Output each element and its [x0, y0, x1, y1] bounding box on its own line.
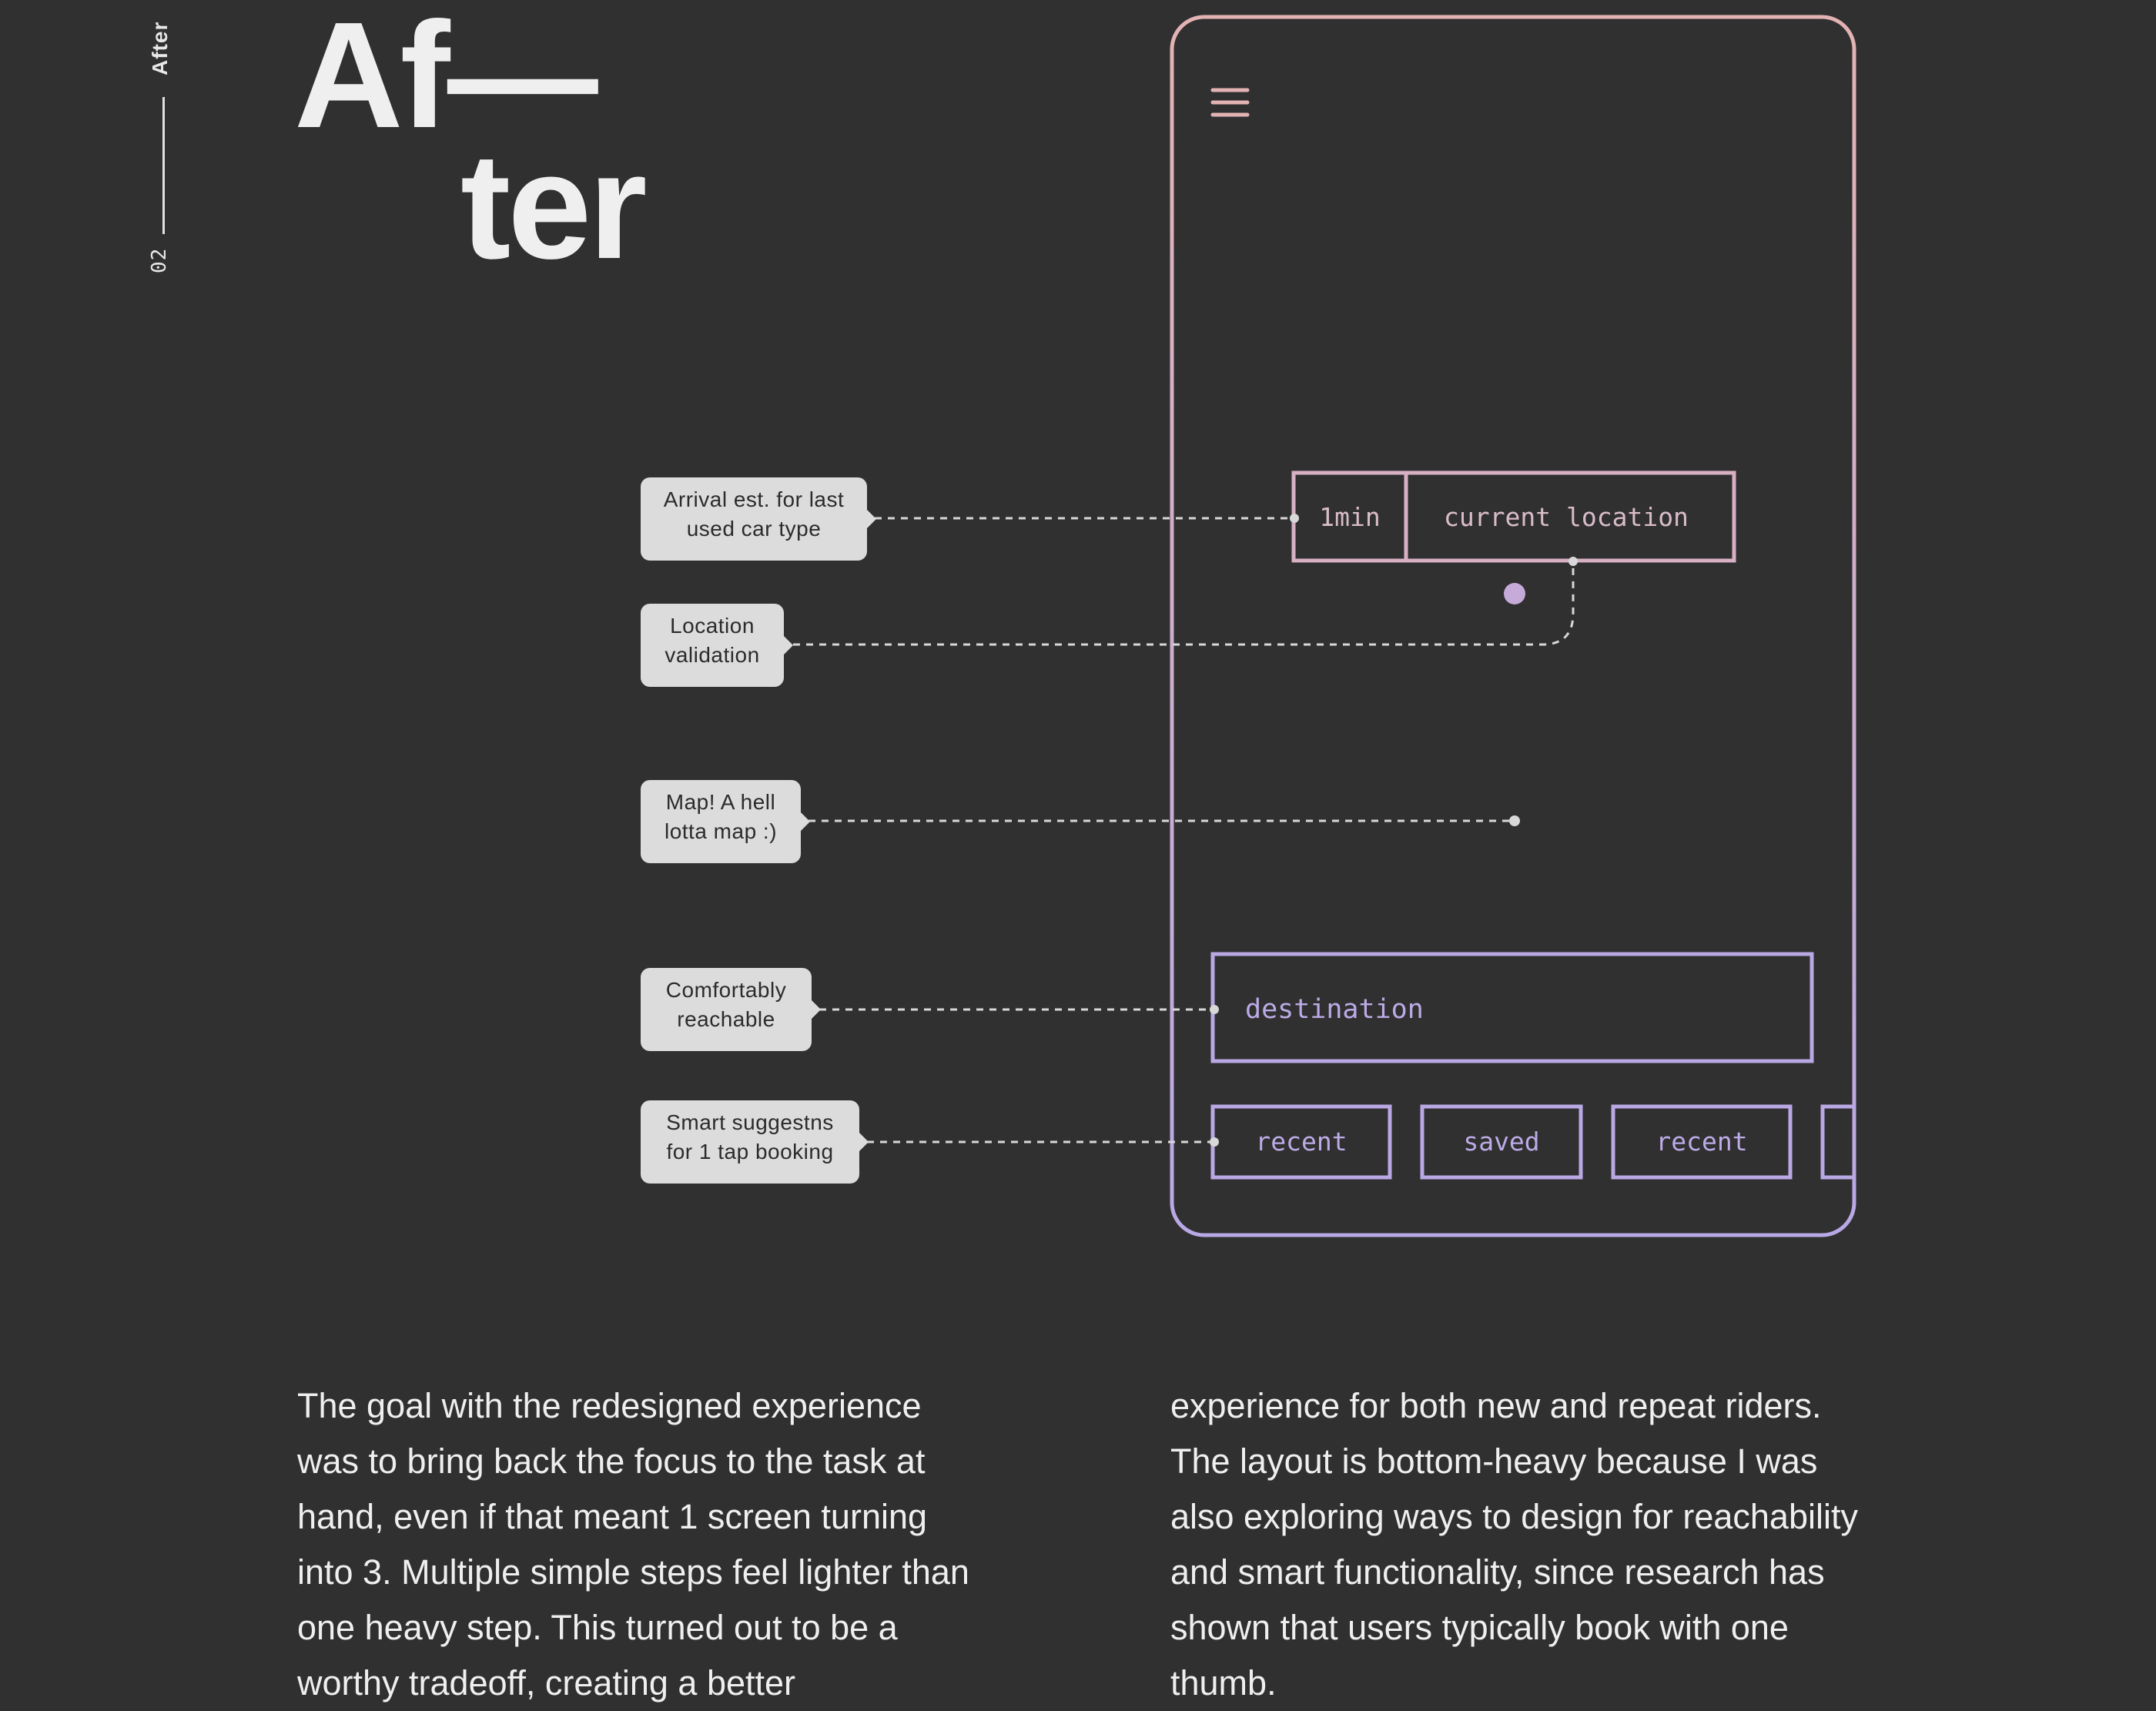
body-paragraph-left: The goal with the redesigned experience was to bring back the focus to the task at hand, even if that meant 1 screen turning into 3. Multiple simple steps feel lighter than one heavy step. This turned out to be a worthy tradeoff, creating a better: [297, 1386, 969, 1703]
destination-placeholder: destination: [1245, 994, 1424, 1025]
page-title-line-2: ter: [460, 122, 644, 290]
callout-map: Map! A hell lotta map :): [641, 780, 801, 863]
eta-label: 1min: [1319, 502, 1381, 532]
chip-recent-2-label: recent: [1656, 1127, 1748, 1157]
location-validation-dot: [1504, 583, 1525, 604]
current-location-label: current location: [1444, 502, 1689, 532]
section-label: After: [148, 21, 172, 76]
body-paragraph-right: experience for both new and repeat riders. The layout is bottom-heavy because I was also exploring ways to design for reachability and smart functionality, since research has shown that users typically book with one thumb.: [1170, 1386, 1858, 1703]
section-number: 02: [148, 247, 171, 273]
connector-location-validation: [793, 561, 1573, 645]
phone-frame: [1172, 17, 1854, 1235]
callout-arrival-estimate: Arrival est. for last used car type: [641, 477, 867, 561]
connector-lines: [793, 518, 1573, 1142]
page-title-line-1: Af—: [294, 0, 595, 159]
callout-smart-suggestions: Smart suggestns for 1 tap booking: [641, 1100, 859, 1184]
hamburger-menu-icon[interactable]: [1213, 90, 1247, 115]
chip-saved-label: saved: [1463, 1127, 1540, 1157]
callout-location-validation: Location validation: [641, 604, 784, 687]
callout-comfortably-reachable: Comfortably reachable: [641, 968, 812, 1051]
connector-endpoints: [1210, 514, 1578, 1147]
chip-overflow-partial: [1823, 1107, 1854, 1177]
chip-recent-1-label: recent: [1255, 1127, 1348, 1157]
